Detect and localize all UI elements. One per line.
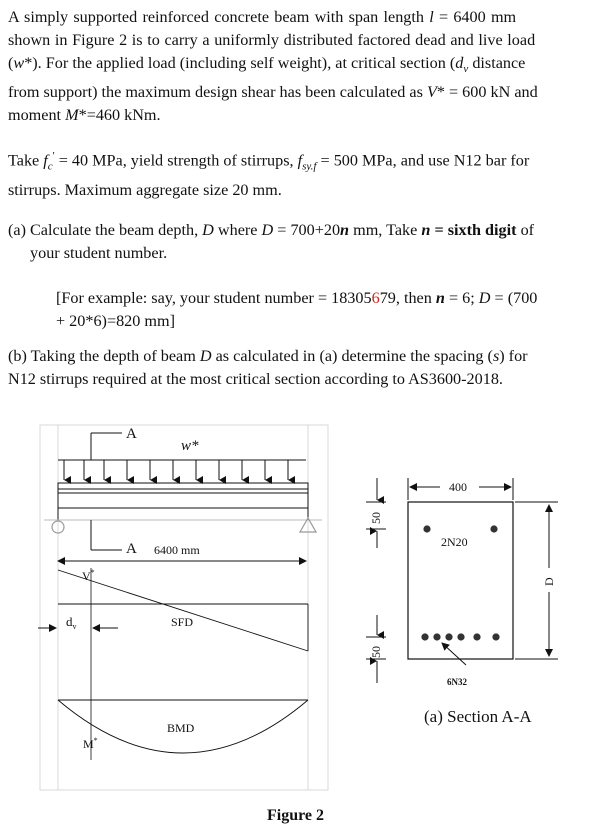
part-a-line-2: your student number.: [30, 244, 168, 262]
width-label: 400: [449, 480, 467, 494]
moment-label: M*: [83, 736, 98, 751]
section-caption: (a) Section A-A: [424, 707, 532, 726]
part-b-line-2: N12 stirrups required at the most critical section according to AS3600-2018.: [8, 370, 503, 388]
depth-label: D: [542, 577, 556, 586]
figure-caption: Figure 2: [267, 807, 325, 824]
bottom-bars: [421, 633, 499, 640]
statement-line-1: A simply supported reinforced concrete beam with span length l = 6400 mm: [8, 8, 517, 26]
dv-dimension: [38, 614, 118, 631]
figure-frame: [40, 425, 328, 790]
part-b-line-1: (b) Taking the depth of beam D as calculated in (a) determine the spacing (s) for: [8, 347, 528, 365]
distributed-load: [58, 460, 306, 480]
statement-line-4: from support) the maximum design shear has been calculated as V* = 600 kN and: [8, 83, 538, 102]
shear-force-diagram: [58, 570, 308, 651]
beam: [44, 483, 322, 520]
span-label: 6400 mm: [154, 543, 200, 557]
properties-line-2: stirrups. Maximum aggregate size 20 mm.: [8, 180, 282, 199]
sfd-label: SFD: [171, 615, 194, 629]
section-cut-bottom: [91, 520, 137, 557]
top-bars-label: 2N20: [441, 535, 468, 549]
shear-label: V*: [82, 568, 95, 583]
statement-line-2: shown in Figure 2 is to carry a uniformly distributed factored dead and live load: [8, 31, 536, 49]
top-cover-label: 50: [369, 512, 383, 524]
section-cut-top: [91, 426, 137, 460]
load-arrows: [64, 460, 288, 480]
dv-label: $d_v$: [66, 614, 77, 631]
cross-section: [366, 478, 558, 726]
load-label: w*: [181, 438, 199, 454]
statement-line-5: moment M*=460 kNm.: [8, 106, 161, 125]
example-line-2: + 20*6)=820 mm]: [56, 312, 175, 330]
section-mark-bottom: A: [126, 541, 137, 557]
part-a-line-1: (a) Calculate the beam depth, D where D = 700+20n mm, Take n = sixth digit of: [8, 221, 535, 239]
top-bars: [423, 525, 497, 532]
bottom-bars-label: 6N32: [447, 677, 467, 687]
bmd-label: BMD: [167, 721, 195, 735]
statement-line-3: (w*). For the applied load (including self weight), at critical section ($d_v$ distance: [8, 54, 526, 76]
example-line-1: [For example: say, your student number = 18305679, then n = 6; D = (700: [56, 289, 538, 307]
properties-line-1: Take $f_c' = 40$ MPa, yield strength of stirrups, $f_{sy.f} = 500$ MPa, and use N12 bar for: [8, 150, 530, 173]
bottom-cover-label: 50: [369, 646, 383, 658]
section-mark-top: A: [126, 426, 137, 442]
